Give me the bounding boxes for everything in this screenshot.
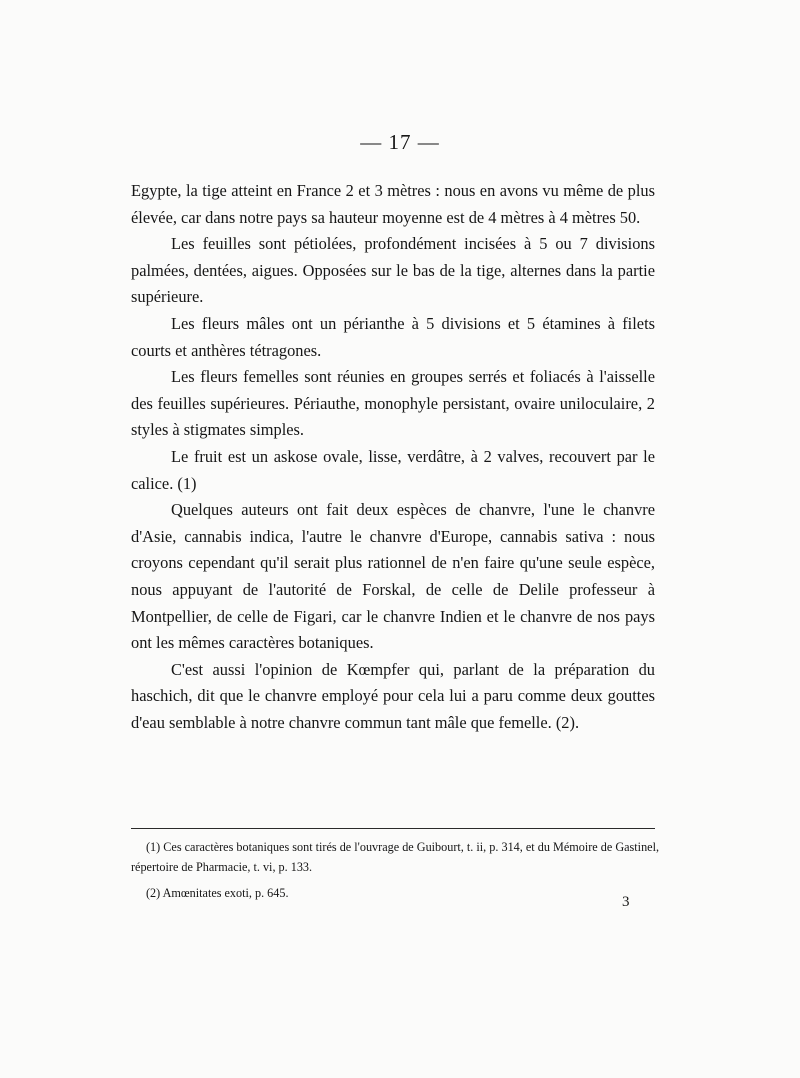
footnote-rule (131, 828, 655, 829)
paragraph-leaves: Les feuilles sont pétiolées, profondément incisées à 5 ou 7 divisions palmées, dentées, aigues. Opposées sur le bas de la tige, alternes dans la partie supérieure. (131, 234, 655, 307)
footnotes (131, 837, 659, 903)
printer-signature: 3 (622, 894, 630, 910)
page-number: — 17 — (360, 130, 440, 154)
paragraph-male-flowers: Les fleurs mâles ont un périanthe à 5 divisions et 5 étamines à filets courts et anthères tétragones. (131, 313, 655, 360)
paragraph-fruit: Le fruit est un askose ovale, lisse, verdâtre, à 2 valves, recouvert par le calice. (1) (131, 446, 655, 493)
paragraph-female-flowers: Les fleurs femelles sont réunies en groupes serrés et foliacés à l'aisselle des feuilles supérieures. Périauthe, monophyle persistant, ovaire uniloculaire, 2 styles à stigmates simples. (131, 367, 655, 440)
footnote-1: (1) Ces caractères botaniques sont tirés de l'ouvrage de Guibourt, t. ii, p. 314, et du Mémoire de Gastinel, répertoire de Pharmacie, t. vi, p. 133. (131, 840, 659, 874)
paragraph-kaempfer: C'est aussi l'opinion de Kœmpfer qui, parlant de la préparation du haschich, dit que le chanvre employé pour cela lui a paru comme deux gouttes d'eau semblable à notre chanvre commun tant mâle que femelle. (2). (131, 659, 655, 732)
paragraph-species: Quelques auteurs ont fait deux espèces de chanvre, l'une le chanvre d'Asie, cannabis indica, l'autre le chanvre d'Europe, cannabis sativa : nous croyons cependant qu'il serait plus rationnel de n'en faire qu'une seule espèce, nous appuyant de l'autorité de Forskal, de celle de Delile professeur à Montpellier, de celle de Figari, car le chanvre Indien et le chanvre de nos pays ont les mêmes caractères botaniques. (131, 500, 655, 653)
footnote-2: (2) Amœnitates exoti, p. 645. (146, 886, 289, 900)
body-text (131, 178, 655, 736)
paragraph-continued: Egypte, la tige atteint en France 2 et 3 mètres : nous en avons vu même de plus élevée, car dans notre pays sa hauteur moyenne est de 4 mètres à 4 mètres 50. (131, 181, 655, 227)
